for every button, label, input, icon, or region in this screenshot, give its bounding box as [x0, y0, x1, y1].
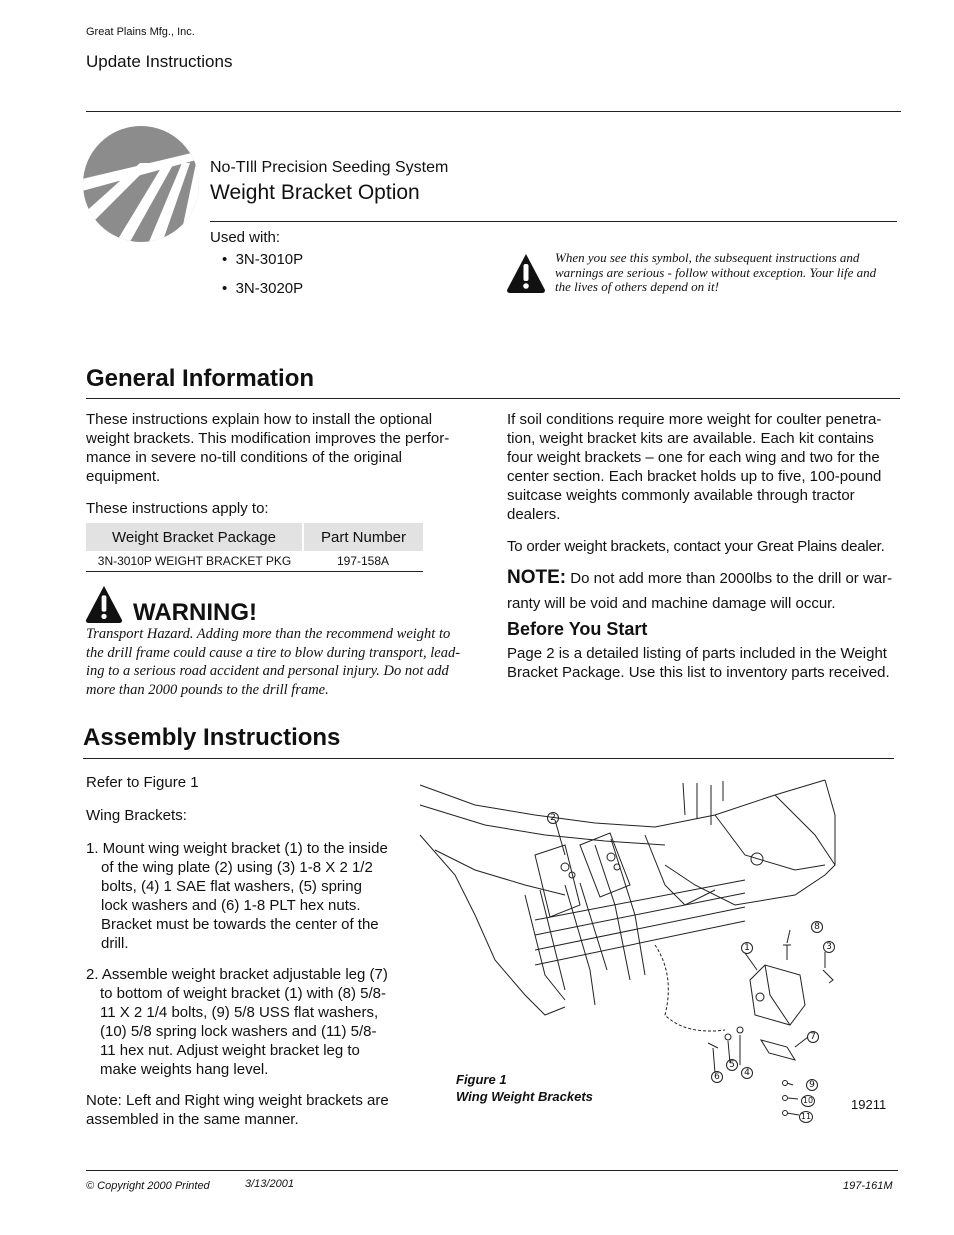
doc-title: Weight Bracket Option	[210, 181, 420, 204]
model-item: • 3N-3020P	[222, 280, 304, 297]
callout-number: 1	[741, 942, 753, 954]
great-plains-logo	[82, 125, 200, 243]
text-line: center section. Each bracket holds up to five, 100-pound	[507, 468, 882, 485]
wing-brackets-label: Wing Brackets:	[86, 807, 187, 824]
callout-number: 8	[811, 921, 823, 933]
note-label: NOTE:	[507, 567, 567, 588]
text-line: weight brackets. This modification improves the perfor-	[86, 430, 450, 447]
text-line: Bracket must be towards the center of the	[101, 916, 379, 933]
used-with-label: Used with:	[210, 229, 281, 246]
doc-type: Update Instructions	[86, 52, 233, 71]
callout	[741, 1067, 753, 1079]
safety-line: the lives of others depend on it!	[555, 279, 719, 294]
text-line: (10) 5/8 spring lock washers and (11) 5/8-	[100, 1023, 377, 1040]
model-name: 3N-3010P	[235, 251, 304, 268]
callout	[741, 942, 753, 954]
text-line: dealers.	[507, 506, 561, 523]
callout-number: 9	[806, 1079, 818, 1091]
text-line: ing to a serious road accident and personal injury. Do not add	[86, 663, 449, 679]
callout	[547, 812, 559, 824]
callout-number: 11	[800, 1112, 812, 1121]
safety-notice-text	[555, 251, 876, 295]
table-row	[86, 551, 423, 572]
soil-paragraph	[507, 410, 881, 524]
text-line: make weights hang level.	[100, 1061, 269, 1078]
column-header: Weight Bracket Package	[86, 523, 303, 551]
model-item: • 3N-3010P	[222, 251, 304, 268]
general-info-heading: General Information	[86, 365, 315, 392]
figure-number: Figure 1	[456, 1072, 507, 1087]
safety-line: warnings are serious - follow without exception. Your life and	[555, 264, 877, 280]
text-line: Note: Left and Right wing weight brackets are	[86, 1092, 389, 1109]
callout-number: 4	[741, 1067, 753, 1079]
parts-table	[86, 523, 423, 572]
warning-exclamation-icon	[505, 252, 547, 294]
footer-rule	[86, 1170, 898, 1171]
safety-line: When you see this symbol, the subsequent instructions and	[555, 250, 860, 265]
figure-caption	[456, 1071, 593, 1105]
note-block	[507, 567, 892, 590]
text-line: the drill frame could cause a tire to blow during transport, lead-	[86, 644, 461, 661]
company-name: Great Plains Mfg., Inc.	[86, 26, 195, 38]
text-line: 1. Mount wing weight bracket (1) to the inside	[86, 840, 388, 857]
callout	[801, 1095, 815, 1107]
warning-text	[86, 625, 460, 699]
order-text: To order weight brackets, contact your Great Plains dealer.	[507, 538, 885, 555]
text-line: to bottom of weight bracket (1) with (8) 5/8-	[100, 985, 386, 1002]
text-line: 11 hex nut. Adjust weight bracket leg to	[100, 1042, 360, 1059]
assembly-heading: Assembly Instructions	[83, 724, 341, 751]
note-text-continued: ranty will be void and machine damage will occur.	[507, 595, 836, 612]
text-line: Bracket Package. Use this list to inventory parts received.	[507, 664, 890, 681]
callout	[799, 1111, 813, 1123]
copyright: © Copyright 2000 Printed	[86, 1180, 210, 1192]
refer-figure-text: Refer to Figure 1	[86, 774, 199, 791]
text-line: mance in severe no-till conditions of the original	[86, 449, 403, 466]
column-header: Part Number	[303, 523, 423, 551]
text-line: If soil conditions require more weight for coulter penetra-	[507, 411, 882, 428]
assembly-note	[86, 1091, 389, 1129]
callout	[726, 1059, 738, 1071]
table-header-row	[86, 523, 423, 551]
table-cell: 3N-3010P WEIGHT BRACKET PKG	[97, 554, 292, 568]
text-line: tion, weight bracket kits are available. Each kit contains	[507, 430, 874, 447]
before-you-start-text	[507, 644, 890, 682]
text-line: lock washers and (6) 1-8 PLT hex nuts.	[101, 897, 361, 914]
text-line: four weight brackets – one for each wing and two for the	[507, 449, 880, 466]
text-line: Page 2 is a detailed listing of parts included in the Weight	[507, 645, 887, 662]
callout-number: 6	[711, 1071, 723, 1083]
intro-paragraph	[86, 410, 449, 486]
text-line: more than 2000 pounds to the drill frame.	[86, 681, 329, 698]
text-line: suitcase weights commonly available through tractor	[507, 487, 855, 504]
text-line: These instructions explain how to install the optional	[86, 411, 433, 428]
warning-title: WARNING!	[133, 599, 257, 626]
text-line: equipment.	[86, 468, 161, 485]
text-line: 11 X 2 1/4 bolts, (9) 5/8 USS flat washers,	[100, 1004, 379, 1021]
text-line: assembled in the same manner.	[86, 1111, 299, 1128]
text-line: drill.	[101, 935, 129, 952]
callout-number: 2	[547, 812, 559, 824]
note-text: Do not add more than 2000lbs to the drill or war-	[570, 570, 893, 587]
callout	[806, 1079, 818, 1091]
text-line: 2. Assemble weight bracket adjustable leg (7)	[86, 966, 388, 983]
text-line: bolts, (4) 1 SAE flat washers, (5) spring	[101, 878, 362, 895]
warning-exclamation-icon	[84, 584, 124, 624]
assembly-step-1	[86, 839, 388, 953]
print-date: 3/13/2001	[245, 1178, 294, 1190]
callout	[823, 941, 835, 953]
general-info-rule	[86, 398, 900, 399]
callout	[711, 1071, 723, 1083]
text-line: Transport Hazard. Adding more than the recommend weight to	[86, 626, 451, 642]
header-rule	[86, 111, 901, 112]
figure-title: Wing Weight Brackets	[456, 1089, 593, 1104]
applies-to-text: These instructions apply to:	[86, 500, 269, 517]
model-name: 3N-3020P	[235, 280, 304, 297]
callout	[807, 1031, 819, 1043]
text-line: of the wing plate (2) using (3) 1-8 X 2 1/2	[101, 859, 373, 876]
callout-number: 10	[802, 1096, 814, 1105]
callout-number: 7	[807, 1031, 819, 1043]
callout-number: 5	[726, 1059, 738, 1071]
doc-number: 197-161M	[843, 1180, 893, 1192]
table-cell: 197-158A	[336, 554, 390, 568]
callout-number: 3	[823, 941, 835, 953]
callout	[811, 921, 823, 933]
drawing-number: 19211	[851, 1097, 887, 1112]
assembly-rule	[83, 758, 894, 759]
title-rule	[210, 221, 897, 222]
before-you-start-heading: Before You Start	[507, 619, 648, 639]
assembly-step-2	[86, 965, 388, 1079]
product-line: No-TIll Precision Seeding System	[210, 159, 449, 176]
